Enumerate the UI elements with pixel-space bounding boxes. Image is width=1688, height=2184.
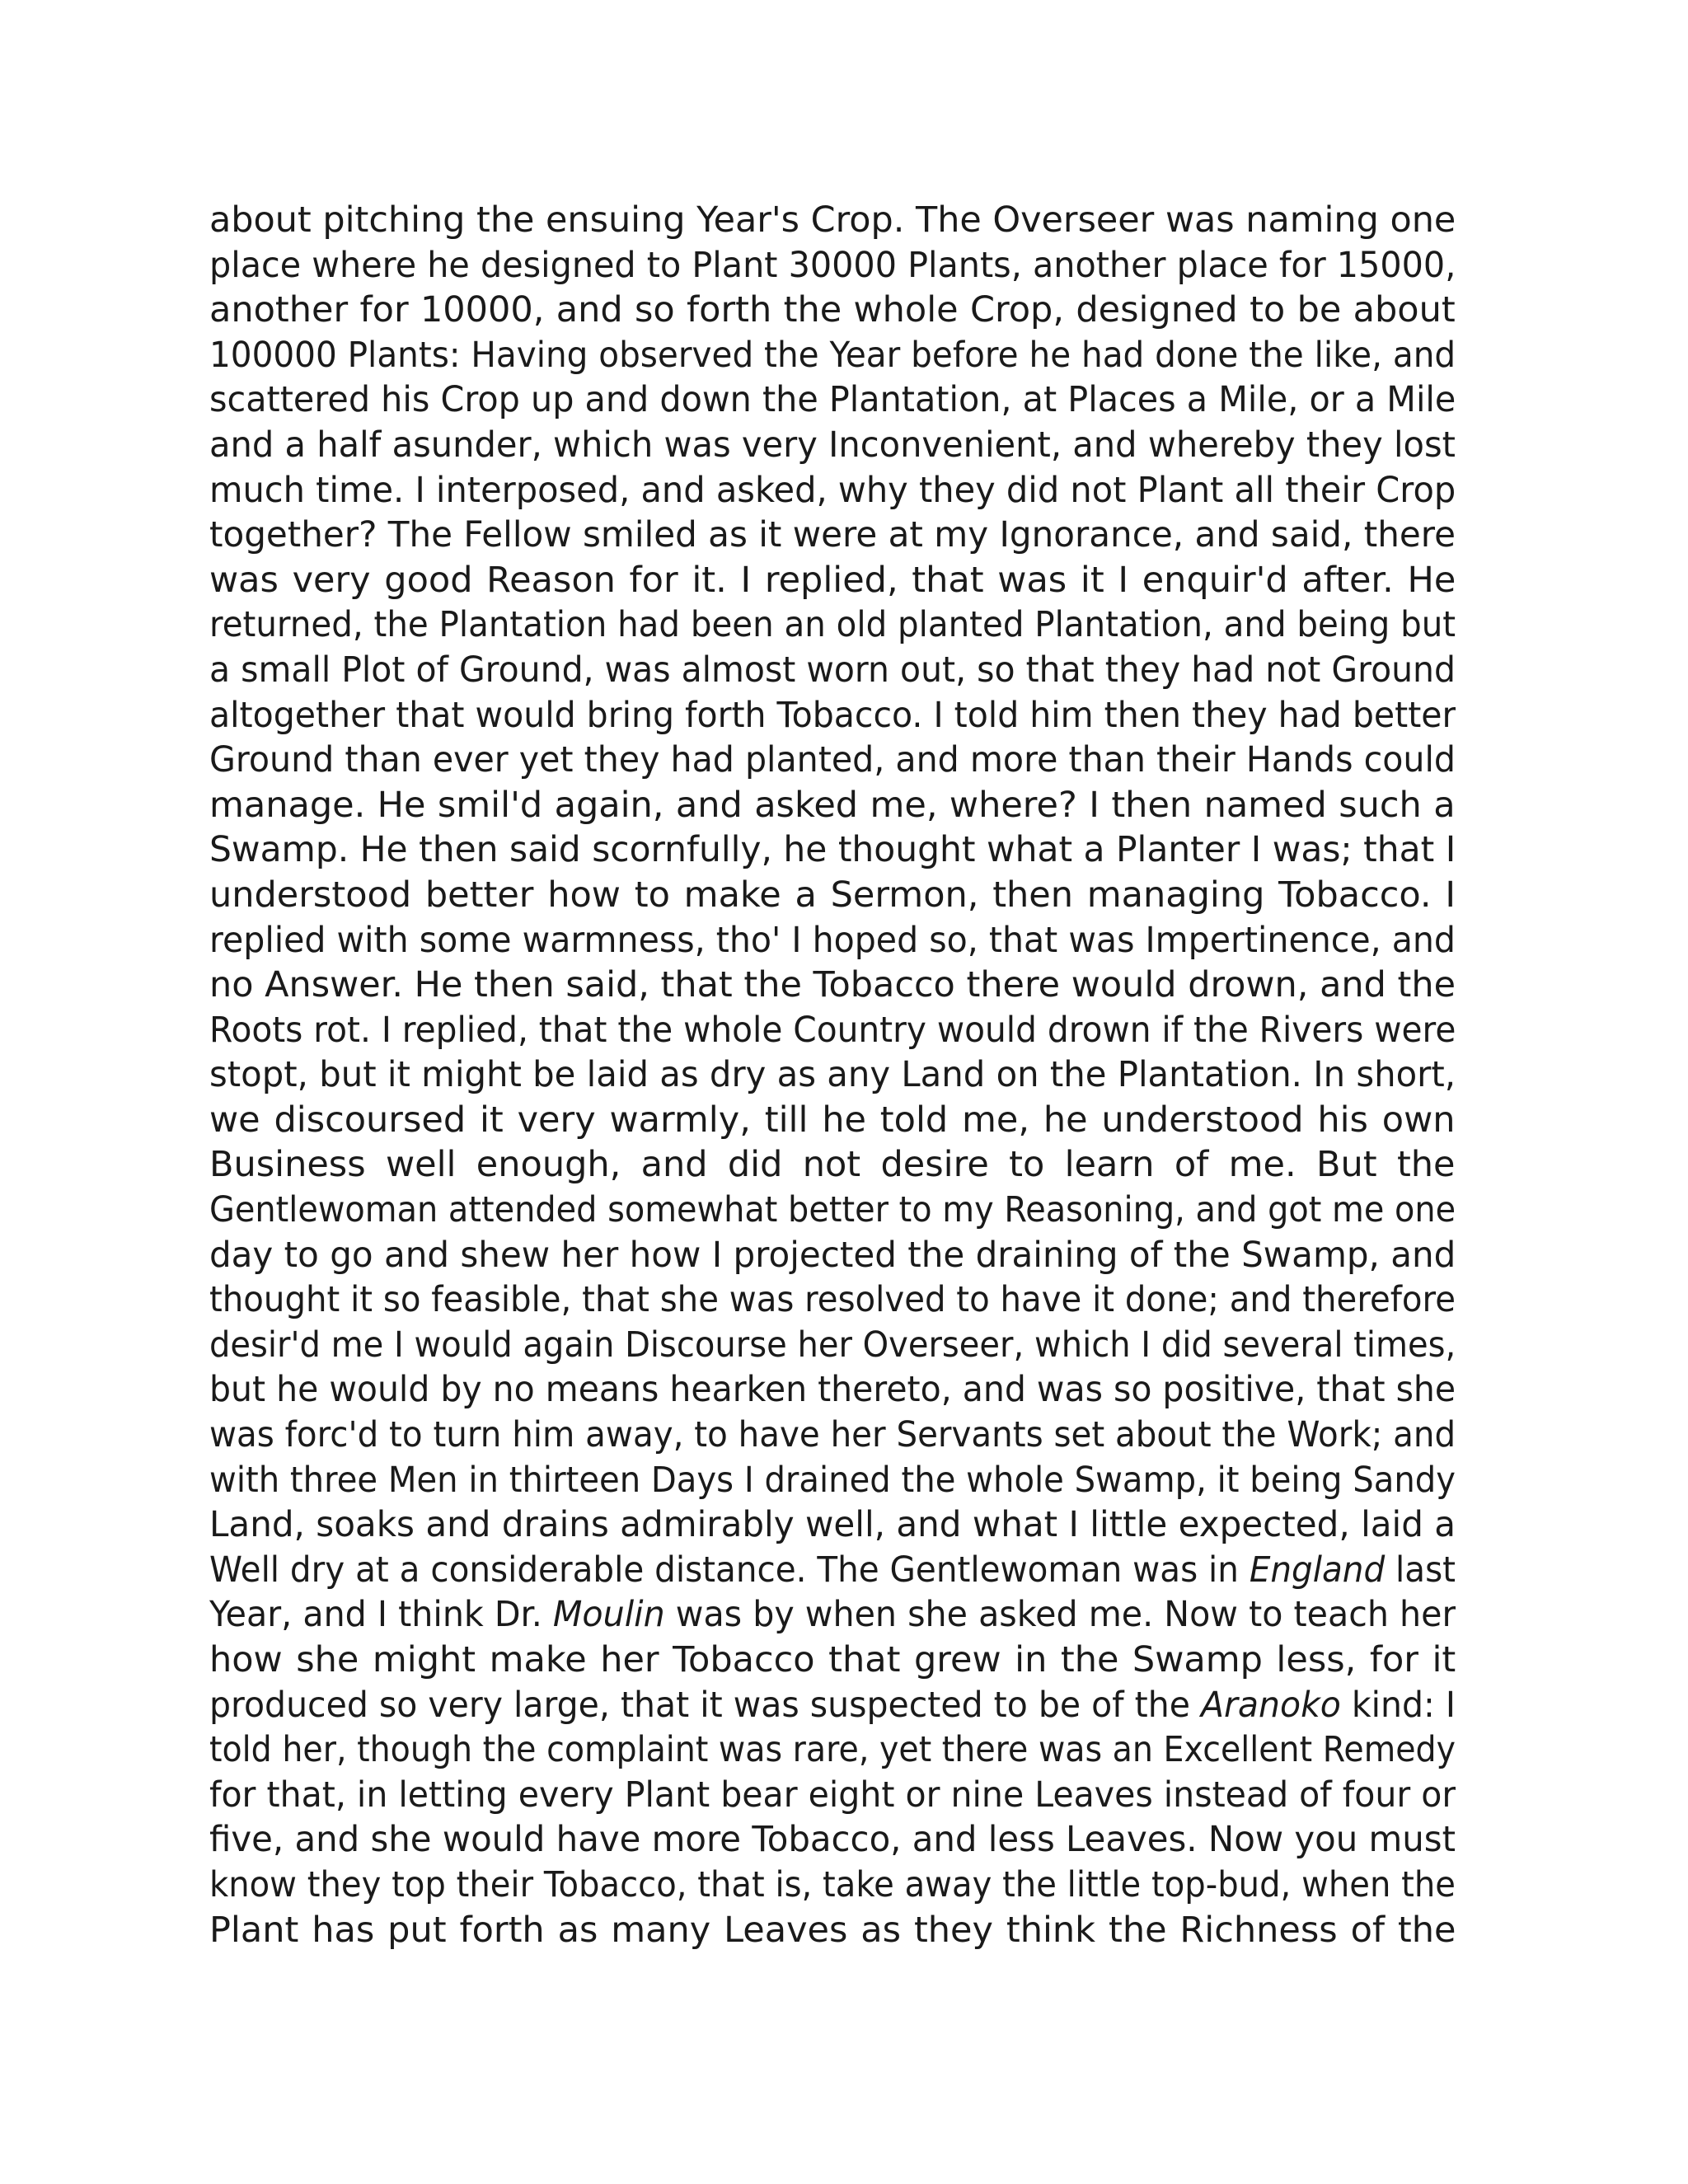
text-segment: was very good Reason for it. I replied, that was it I enquir'd after. He — [209, 559, 1456, 601]
text-segment: about pitching the ensuing Year's Crop. The Overseer was naming one — [209, 199, 1456, 241]
text-segment: understood better how to make a Sermon, then managing Tobacco. I — [209, 874, 1456, 916]
text-line — [209, 468, 1456, 513]
text-line — [209, 1008, 1456, 1053]
text-line — [209, 423, 1456, 468]
text-line — [209, 1413, 1456, 1458]
text-segment: together? The Fellow smiled as it were at my Ignorance, and said, there — [209, 514, 1456, 556]
text-line — [209, 1052, 1456, 1098]
text-line — [209, 1098, 1456, 1143]
text-segment: Land, soaks and drains admirably well, and what I little expected, laid a — [209, 1504, 1456, 1546]
text-line — [209, 1638, 1456, 1683]
text-segment: stopt, but it might be laid as dry as any Land on the Plantation. In short, — [209, 1054, 1456, 1096]
text-line — [209, 333, 1456, 378]
text-line — [209, 558, 1456, 603]
text-segment: told her, though the complaint was rare, yet there was an Excellent Remedy — [209, 1729, 1456, 1771]
text-line — [209, 377, 1456, 423]
text-segment: for that, in letting every Plant bear eight or nine Leaves instead of four or — [209, 1774, 1456, 1816]
text-line — [209, 1863, 1456, 1908]
text-segment: produced so very large, that it was suspected to be of the — [209, 1684, 1201, 1726]
text-line — [209, 873, 1456, 918]
text-line — [209, 1727, 1456, 1773]
text-segment: desir'd me I would again Discourse her Overseer, which I did several times, — [209, 1324, 1456, 1366]
text-segment: altogether that would bring forth Tobacco. I told him then they had better — [209, 694, 1456, 736]
text-segment: thought it so feasible, that she was resolved to have it done; and therefore — [209, 1279, 1456, 1321]
body-text — [209, 198, 1456, 1952]
text-line — [209, 602, 1456, 648]
text-segment: Plant has put forth as many Leaves as they think the Richness of the — [209, 1909, 1456, 1951]
text-line — [209, 513, 1456, 558]
text-segment: Well dry at a considerable distance. The Gentlewoman was in — [209, 1549, 1250, 1591]
text-line — [209, 198, 1456, 243]
text-line — [209, 288, 1456, 333]
text-segment: five, and she would have more Tobacco, and less Leaves. Now you must — [209, 1819, 1456, 1861]
text-line — [209, 1233, 1456, 1278]
text-segment: replied with some warmness, tho' I hoped so, that was Impertinence, and — [209, 919, 1456, 961]
text-segment: Roots rot. I replied, that the whole Country would drown if the Rivers were — [209, 1009, 1456, 1051]
text-line — [209, 1548, 1456, 1593]
text-segment: Year, and I think Dr. — [209, 1594, 553, 1636]
text-line — [209, 1277, 1456, 1323]
text-segment: was by when she asked me. Now to teach her — [664, 1594, 1456, 1636]
italic-text: England — [1249, 1549, 1386, 1591]
text-line — [209, 1908, 1456, 1953]
text-segment: day to go and shew her how I projected the draining of the Swamp, and — [209, 1234, 1456, 1276]
text-segment: kind: I — [1340, 1684, 1456, 1726]
text-segment: Ground than ever yet they had planted, and more than their Hands could — [209, 739, 1456, 781]
text-line — [209, 1683, 1456, 1728]
text-line — [209, 783, 1456, 828]
text-line — [209, 1367, 1456, 1413]
text-line — [209, 693, 1456, 738]
text-segment: much time. I interposed, and asked, why they did not Plant all their Crop — [209, 469, 1456, 511]
text-segment: Business well enough, and did not desire to learn of me. But the — [209, 1144, 1456, 1186]
italic-text: Aranoko — [1200, 1684, 1341, 1726]
text-segment: was forc'd to turn him away, to have her Servants set about the Work; and — [209, 1414, 1456, 1456]
text-segment: returned, the Plantation had been an old planted Plantation, and being but — [209, 604, 1456, 646]
text-line — [209, 1592, 1456, 1638]
text-line — [209, 648, 1456, 693]
text-segment: we discoursed it very warmly, till he told me, he understood his own — [209, 1099, 1456, 1141]
text-segment: manage. He smil'd again, and asked me, where? I then named such a — [209, 784, 1456, 826]
text-line — [209, 1188, 1456, 1233]
text-segment: Swamp. He then said scornfully, he thought what a Planter I was; that I — [209, 829, 1456, 871]
text-segment: no Answer. He then said, that the Tobacco there would drown, and the — [209, 964, 1456, 1006]
text-line — [209, 918, 1456, 963]
text-line — [209, 1323, 1456, 1368]
text-line — [209, 827, 1456, 873]
text-line — [209, 1502, 1456, 1548]
text-line — [209, 1817, 1456, 1863]
text-segment: Gentlewoman attended somewhat better to my Reasoning, and got me one — [209, 1189, 1456, 1231]
italic-text: Moulin — [552, 1594, 665, 1636]
text-segment: a small Plot of Ground, was almost worn out, so that they had not Ground — [209, 649, 1456, 691]
text-segment: another for 10000, and so forth the whole Crop, designed to be about — [209, 289, 1456, 331]
text-segment: how she might make her Tobacco that grew in the Swamp less, for it — [209, 1639, 1456, 1680]
text-segment: last — [1385, 1549, 1456, 1591]
text-segment: but he would by no means hearken thereto, and was so positive, that she — [209, 1369, 1456, 1411]
text-line — [209, 963, 1456, 1008]
text-line — [209, 1142, 1456, 1188]
text-segment: know they top their Tobacco, that is, take away the little top-bud, when the — [209, 1863, 1456, 1905]
text-line — [209, 243, 1456, 288]
text-line — [209, 738, 1456, 783]
text-segment: scattered his Crop up and down the Plantation, at Places a Mile, or a Mile — [209, 379, 1456, 421]
text-segment: with three Men in thirteen Days I drained the whole Swamp, it being Sandy — [209, 1459, 1456, 1501]
text-segment: 100000 Plants: Having observed the Year before he had done the like, and — [209, 334, 1456, 376]
text-line — [209, 1458, 1456, 1503]
text-line — [209, 1773, 1456, 1818]
text-segment: place where he designed to Plant 30000 Plants, another place for 15000, — [209, 244, 1456, 286]
text-segment: and a half asunder, which was very Inconvenient, and whereby they lost — [209, 424, 1456, 466]
